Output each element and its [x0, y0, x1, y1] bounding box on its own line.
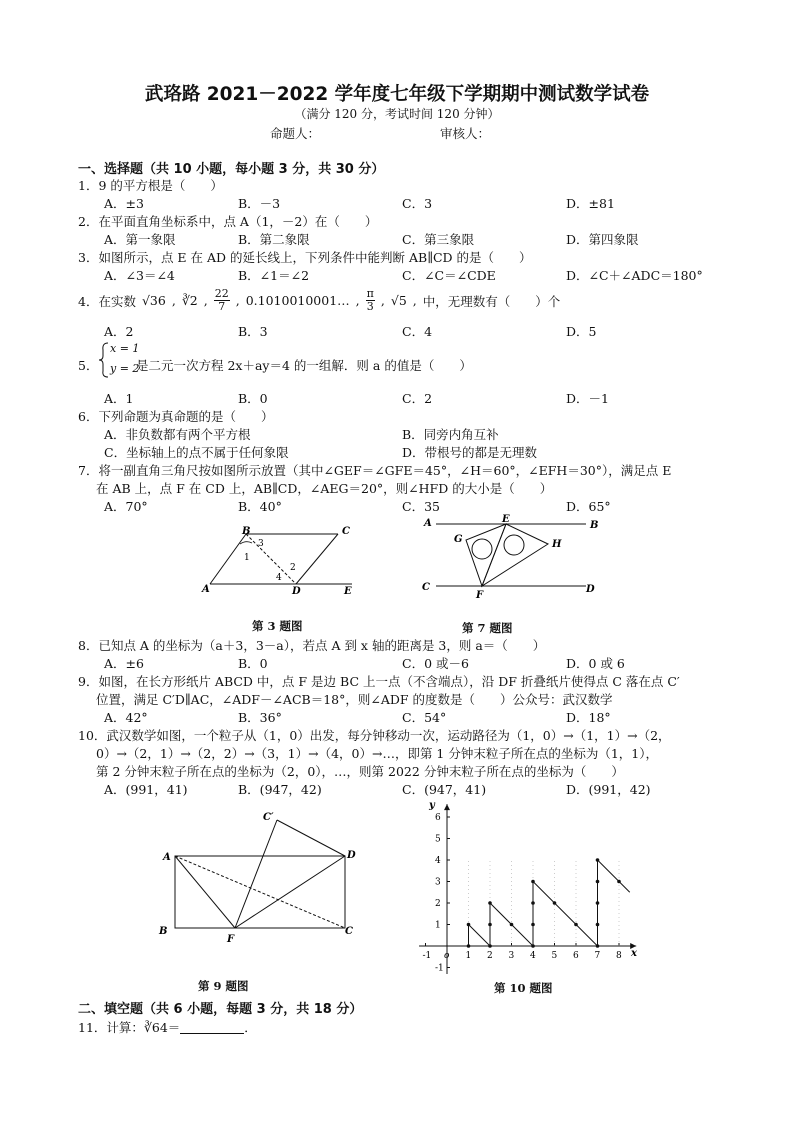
- q2-option-c: C．第三象限: [402, 232, 475, 247]
- fig10-path-segment: [598, 860, 620, 882]
- fig3-label-e: E: [344, 586, 352, 597]
- fig10-path-point: [488, 923, 492, 927]
- q10-option-a: A．(991，41): [104, 782, 188, 797]
- fig3-label-c: C: [342, 526, 350, 537]
- fig3-label-a: A: [202, 584, 210, 595]
- q4-sqrt36: √36: [141, 293, 166, 308]
- fig3-label-d: D: [292, 586, 301, 597]
- fig10-x-tick-label: 2: [487, 951, 493, 961]
- fig10-path-segment: [555, 903, 577, 925]
- fig10-path-segment: [576, 925, 598, 947]
- q4-prefix: 4．在实数: [78, 293, 136, 309]
- q4-option-b: B．3: [238, 324, 268, 339]
- fig10-path-point: [617, 880, 621, 884]
- q9-option-d: D．18°: [566, 710, 611, 725]
- fig10-x-tick-label: 1: [465, 951, 472, 961]
- q10-option-b: B．(947，42): [238, 782, 322, 797]
- q11-answer-blank: [180, 1021, 244, 1034]
- fig10-path-point: [531, 880, 535, 884]
- fig10-y-tick-label: 6: [435, 813, 441, 823]
- fig9-label-d: D: [347, 850, 356, 861]
- q9-option-c: C．54°: [402, 710, 447, 725]
- fig10-x-tick-label: 7: [594, 951, 601, 961]
- fig10-y-tick-label: 2: [435, 899, 441, 909]
- q3-stem: 3．如图所示，点 E 在 AD 的延长线上，下列条件中能判断 AB∥CD 的是（ ）: [78, 250, 532, 265]
- q9-option-a: A．42°: [104, 710, 148, 725]
- q5-option-c: C．2: [402, 391, 433, 406]
- fig10-path-point: [531, 901, 535, 905]
- fig10-y-tick-label: 5: [435, 834, 441, 845]
- fig10-path-segment: [490, 903, 512, 925]
- q4-cbrt2: ∛2: [181, 293, 198, 308]
- fig10-path-point: [531, 923, 535, 927]
- fig3-angle-3: 3: [258, 539, 264, 549]
- q1-option-d: D．±81: [566, 196, 615, 211]
- fig10-y-tick-label: -1: [435, 963, 444, 974]
- fig10-caption: 第 10 题图: [494, 981, 553, 995]
- fig7-label-a: A: [424, 518, 432, 529]
- fig9-caption: 第 9 题图: [198, 979, 249, 993]
- fig10-path-point: [596, 923, 600, 927]
- fig10-path-segment: [469, 925, 491, 947]
- q2-option-a: A．第一象限: [104, 232, 176, 247]
- exam-title: 武珞路 2021－2022 学年度七年级下学期期中测试数学试卷: [144, 84, 650, 105]
- fig10-x-tick-label: 4: [530, 951, 536, 961]
- section-choice-title: 一、选择题（共 10 小题，每小题 3 分，共 30 分）: [78, 162, 385, 177]
- fig10-path-point: [596, 901, 600, 905]
- fig7-label-d: D: [586, 584, 595, 595]
- q10-line3: 第 2 分钟末粒子所在点的坐标为（2，0），…，则第 2022 分钟末粒子所在点的坐标为（ ）: [96, 764, 624, 779]
- q6-option-d: D．带根号的都是无理数: [402, 445, 538, 460]
- fig7-label-c: C: [422, 582, 430, 593]
- q1-option-a: A．±3: [104, 196, 144, 211]
- q5-brace: [98, 342, 110, 378]
- q6-stem: 6．下列命题为真命题的是（ ）: [78, 409, 274, 424]
- section-fill-title: 二、填空题（共 6 小题，每题 3 分，共 18 分）: [78, 1002, 363, 1017]
- q7-line1: 7．将一副直角三角尺按如图所示放置（其中∠GEF＝∠GFE＝45°，∠H＝60°，∠EFH＝30°），满足点 E: [78, 463, 672, 478]
- q9-line1: 9．如图，在长方形纸片 ABCD 中，点 F 是边 BC 上一点（不含端点），沿 DF 折叠纸片使得点 C 落在点 C′: [78, 674, 680, 689]
- fig10-path-point: [553, 901, 557, 905]
- fig7-label-g: G: [454, 534, 463, 545]
- fig9-label-c: C: [345, 926, 353, 937]
- q5-equation-y: y = 2: [110, 362, 140, 375]
- q11-stem: 11．计算：∛64＝ ．: [78, 1020, 257, 1035]
- fig10-path-point: [488, 901, 492, 905]
- q4-fraction-pi-3: $\frac{\pi}{3}$: [366, 287, 374, 313]
- fig3-label-b: B: [242, 526, 251, 537]
- q5-option-b: B．0: [238, 391, 268, 406]
- q5-equation-x: x = 1: [110, 342, 140, 355]
- fig10-path: [467, 858, 630, 948]
- fig10-x-tick-label: 8: [616, 951, 622, 961]
- q7-option-d: D．65°: [566, 499, 611, 514]
- fig10-path-point: [596, 858, 600, 862]
- exam-subtitle: （满分 120 分，考试时间 120 分钟）: [294, 107, 500, 121]
- figure-3: [196, 520, 366, 600]
- q3-option-d: D．∠C＋∠ADC＝180°: [566, 268, 703, 283]
- q9-line2: 位置，满足 C′D∥AC，∠ADF－∠ACB＝18°，则∠ADF 的度数是（ ）公众号：武汉数学: [96, 692, 613, 707]
- q5-number: 5．: [78, 358, 99, 373]
- q3-option-b: B．∠1＝∠2: [238, 268, 310, 283]
- q4-suffix: 中，无理数有（ ）个: [422, 293, 561, 309]
- fig10-origin-label: o: [444, 951, 450, 961]
- q10-line2: 0）→（2，1）→（2，2）→（3，1）→（4，0）→…，即第 1 分钟末粒子所在点的坐标为（1，1），: [96, 746, 659, 761]
- q10-option-c: C．(947，41): [402, 782, 487, 797]
- fig10-y-tick-label: 4: [435, 856, 441, 866]
- fig3-caption: 第 3 题图: [252, 619, 303, 633]
- q3-option-a: A．∠3＝∠4: [104, 268, 175, 283]
- fig10-y-label: y: [429, 800, 435, 811]
- fig10-path-point: [467, 944, 471, 948]
- fig10-x-tick-label: -1: [422, 951, 432, 961]
- q3-option-c: C．∠C＝∠CDE: [402, 268, 496, 283]
- q7-option-b: B．40°: [238, 499, 282, 514]
- q6-option-b: B．同旁内角互补: [402, 427, 499, 442]
- fig7-label-h: H: [552, 539, 562, 550]
- q11-text: 11．计算：∛64＝: [78, 1020, 181, 1035]
- fig10-path-point: [488, 944, 492, 948]
- q8-stem: 8．已知点 A 的坐标为（a＋3，3－a），若点 A 到 x 轴的距离是 3，则 a＝（ ）: [78, 638, 546, 653]
- fig3-angle-1: 1: [244, 553, 250, 563]
- q2-option-b: B．第二象限: [238, 232, 310, 247]
- fig10-x-tick-label: 3: [508, 951, 515, 961]
- setter-label: 命题人：: [270, 126, 321, 141]
- fig10-axes: [419, 804, 636, 974]
- fig10-path-point: [467, 923, 471, 927]
- fig3-angle-4: 4: [276, 573, 282, 583]
- q6-option-c: C．坐标轴上的点不属于任何象限: [104, 445, 289, 460]
- q7-line2: 在 AB 上，点 F 在 CD 上，AB∥CD，∠AEG＝20°，则∠HFD 的大小是（ ）: [96, 481, 553, 496]
- fig9-label-c-prime: C′: [263, 812, 274, 823]
- fig10-path-segment: [512, 925, 534, 947]
- q2-stem: 2．在平面直角坐标系中，点 A（1，－2）在（ ）: [78, 214, 378, 229]
- q1-stem: 1．9 的平方根是（ ）: [78, 178, 223, 193]
- fig9-label-b: B: [159, 926, 168, 937]
- fig7-caption: 第 7 题图: [462, 621, 513, 635]
- q4-option-c: C．4: [402, 324, 433, 339]
- q8-option-c: C．0 或－6: [402, 656, 469, 671]
- reviewer-label: 审核人：: [440, 126, 491, 141]
- q1-option-c: C．3: [402, 196, 433, 211]
- q6-option-a: A．非负数都有两个平方根: [104, 427, 251, 442]
- fig3-angle-2: 2: [290, 563, 296, 573]
- figure-7: [418, 512, 608, 602]
- q9-option-b: B．36°: [238, 710, 282, 725]
- q4-fraction-22-7: $\frac{22}{7}$: [214, 287, 229, 313]
- q5-option-a: A．1: [104, 391, 134, 406]
- q8-option-d: D．0 或 6: [566, 656, 625, 671]
- figure-10: [405, 796, 645, 976]
- fig10-y-tick-label: 1: [435, 920, 441, 931]
- fig10-y-arrow: [444, 804, 450, 810]
- q7-option-c: C．35: [402, 499, 440, 514]
- fig9-label-a: A: [163, 852, 171, 863]
- fig9-label-f: F: [227, 934, 235, 945]
- fig10-y-tick-label: 3: [435, 877, 441, 888]
- q5-stem: 是二元一次方程 2x＋ay＝4 的一组解．则 a 的值是（ ）: [136, 358, 472, 373]
- fig10-path-segment: [619, 882, 630, 893]
- q1-option-b: B．－3: [238, 196, 281, 211]
- fig10-x-tick-label: 6: [573, 951, 579, 961]
- q10-option-d: D．(991，42): [566, 782, 651, 797]
- q4-sqrt5: √5: [390, 293, 407, 308]
- q5-option-d: D．－1: [566, 391, 609, 406]
- q4-option-d: D．5: [566, 324, 597, 339]
- q4-decimal: 0.1010010001…: [245, 293, 350, 308]
- fig10-path-point: [574, 923, 578, 927]
- q2-option-d: D．第四象限: [566, 232, 639, 247]
- fig10-path-point: [531, 944, 535, 948]
- fig10-path-point: [596, 880, 600, 884]
- fig10-path-segment: [533, 882, 555, 904]
- q10-line1: 10．武汉数学如图，一个粒子从（1，0）出发，每分钟移动一次，运动路径为（1，0）→（1，1）→（2，: [78, 728, 671, 743]
- q7-option-a: A．70°: [104, 499, 148, 514]
- q8-option-b: B．0: [238, 656, 268, 671]
- q4-option-a: A．2: [104, 324, 134, 339]
- q4-stem: 4．在实数 √36 , ∛2 , $\frac{22}{7}$ , 0.1010010001… , $\frac{\pi}{3}$ , √5 , 中，无理数有（ ）个: [78, 287, 561, 313]
- figure-9: [155, 806, 370, 946]
- fig10-path-point: [596, 944, 600, 948]
- fig7-label-b: B: [590, 520, 599, 531]
- q8-option-a: A．±6: [104, 656, 144, 671]
- fig7-label-f: F: [476, 590, 484, 601]
- fig7-label-e: E: [502, 514, 510, 525]
- fig10-x-tick-label: 5: [551, 951, 558, 961]
- fig10-x-label: x: [631, 948, 637, 959]
- fig10-path-point: [510, 923, 514, 927]
